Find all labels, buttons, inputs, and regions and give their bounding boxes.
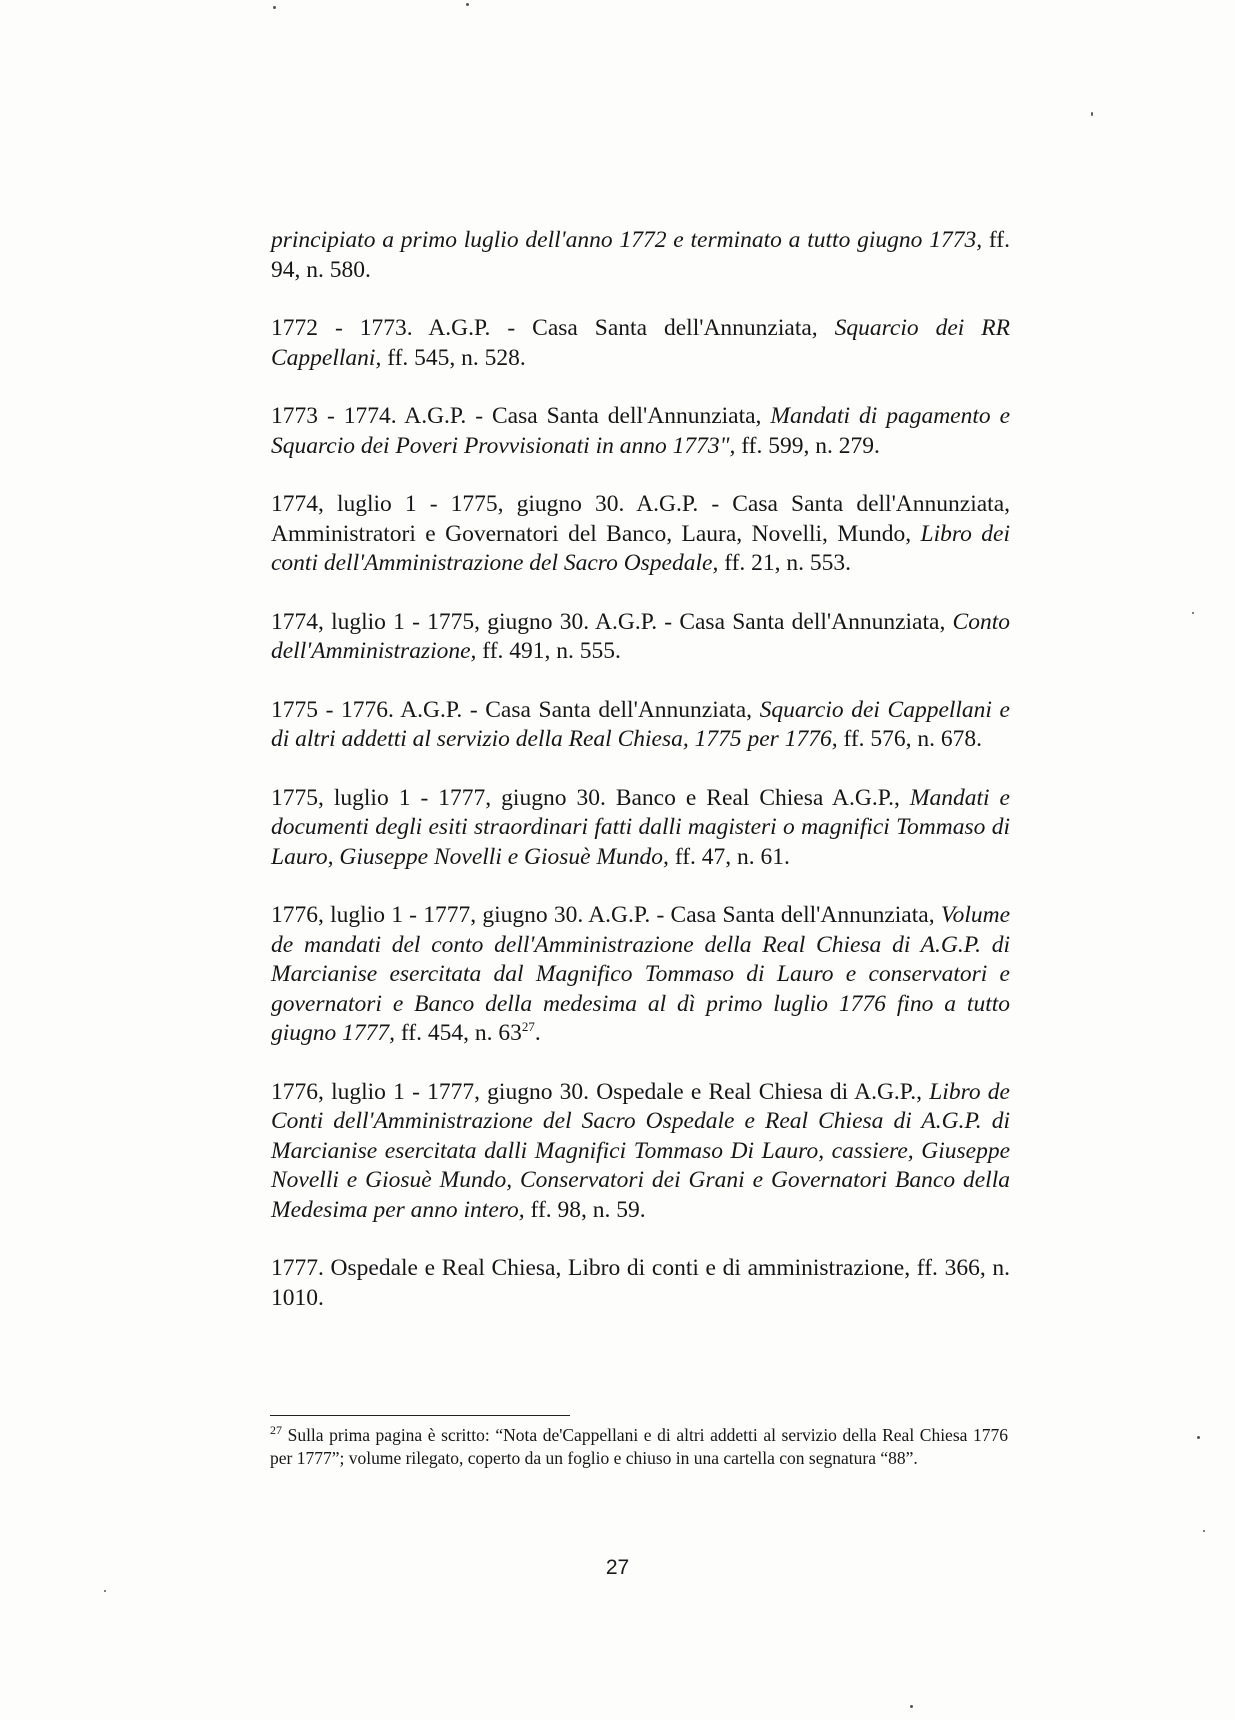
scan-speck xyxy=(1091,112,1093,116)
entry-title: Libro dei conti dell'Amministrazione del Sacro Ospedale, xyxy=(271,520,1010,576)
entry-text: ff. 576, n. 678. xyxy=(837,726,983,752)
entry-title: principiato a primo luglio dell'anno 1772 e terminato a tutto giugno 1773, xyxy=(271,227,983,253)
entry-text: ff. 454, n. 63 xyxy=(395,1020,522,1046)
footnote-separator xyxy=(270,1415,570,1416)
entry-text: 1776, luglio 1 - 1777, giugno 30. A.G.P. - Casa Santa dell'Annunziata, xyxy=(271,902,941,928)
entry-title: Conto dell'Amministrazione, xyxy=(271,608,1010,664)
scan-speck xyxy=(1192,612,1194,614)
entry-title: Squarcio dei RR Cappellani, xyxy=(271,315,1010,371)
archive-entry xyxy=(271,490,1010,579)
entry-title: Mandati e documenti degli esiti straordinari fatti dalli magisteri o magnifici Tommaso di Lauro, Giuseppe Novelli e Giosuè Mundo, xyxy=(271,784,1010,870)
entry-title: Libro de Conti dell'Amministrazione del Sacro Ospedale e Real Chiesa di A.G.P. di Marcianise esercitata dalli Magnifici Tommaso Di Lauro, cassiere, Giuseppe Novelli e Giosuè Mundo, Conservatori dei Grani e Governatori Banco della Medesima per anno intero, xyxy=(271,1078,1010,1223)
scan-speck xyxy=(1203,1530,1205,1532)
scan-speck xyxy=(1197,1436,1200,1439)
entry-text: 1772 - 1773. A.G.P. - Casa Santa dell'Annunziata, xyxy=(271,315,835,341)
archive-entry xyxy=(271,314,1010,373)
entry-text: ff. 47, n. 61. xyxy=(668,843,790,870)
entry-title: Mandati di pagamento e Squarcio dei Poveri Provvisionati in anno 1773", xyxy=(271,403,1010,459)
entry-text: ff. 545, n. 528. xyxy=(381,344,526,371)
footnote xyxy=(270,1424,1008,1470)
footnote-text: Sulla prima pagina è scritto: “Nota de'Cappellani e di altri addetti al servizio della Real Chiesa 1776 per 1777”; volume rilegato, coperto da un foglio e chiuso in una cartella con segnatura “88”. xyxy=(270,1425,1008,1468)
archive-entry xyxy=(271,226,1010,285)
footnote-reference: 27 xyxy=(521,1019,535,1034)
entry-title: Squarcio dei Cappellani e di altri addetti al servizio della Real Chiesa, 1775 per 1776, xyxy=(271,696,1010,752)
archive-entry xyxy=(271,1254,1010,1313)
archive-entry xyxy=(271,1078,1010,1226)
archive-entry xyxy=(271,402,1010,461)
archive-entry xyxy=(271,784,1010,873)
entry-text: . xyxy=(534,1020,541,1046)
entry-text: ff. 491, n. 555. xyxy=(476,638,621,664)
entry-text: ff. 599, n. 279. xyxy=(735,432,880,459)
archive-entry xyxy=(271,901,1010,1049)
entry-text: ff. 98, n. 59. xyxy=(524,1196,646,1223)
entry-text: 1777. Ospedale e Real Chiesa, Libro di conti e di amministrazione, ff. 366, n. 1010. xyxy=(271,1255,1010,1311)
archive-entry xyxy=(271,608,1010,667)
entry-text: 1775, luglio 1 - 1777, giugno 30. Banco e Real Chiesa A.G.P., xyxy=(271,784,910,811)
scan-speck xyxy=(466,3,469,6)
page-number: 27 xyxy=(605,1556,630,1579)
scan-speck xyxy=(910,1705,913,1708)
archive-entry xyxy=(271,696,1010,755)
entry-text: 1775 - 1776. A.G.P. - Casa Santa dell'Annunziata, xyxy=(271,696,760,723)
footnote-marker: 27 xyxy=(270,1423,282,1437)
entry-text: 1774, luglio 1 - 1775, giugno 30. A.G.P. - Casa Santa dell'Annunziata, xyxy=(271,608,953,635)
document-body xyxy=(271,226,1010,1342)
entry-text: ff. 94, n. 580. xyxy=(271,227,1010,283)
entry-text: 1773 - 1774. A.G.P. - Casa Santa dell'Annunziata, xyxy=(271,403,771,429)
scan-speck xyxy=(104,1590,106,1592)
entry-text: ff. 21, n. 553. xyxy=(718,550,852,576)
entry-text: 1774, luglio 1 - 1775, giugno 30. A.G.P. - Casa Santa dell'Annunziata, Amministratori e Governatori del Banco, Laura, Novelli, Mundo, xyxy=(271,491,1010,547)
entry-title: Volume de mandati del conto dell'Amministrazione della Real Chiesa di A.G.P. di Marcianise esercitata dal Magnifico Tommaso di Lauro e conservatori e governatori e Banco della medesima al dì primo luglio 1776 fino a tutto giugno 1777, xyxy=(271,902,1010,1046)
scan-speck xyxy=(273,6,276,9)
entry-text: 1776, luglio 1 - 1777, giugno 30. Ospedale e Real Chiesa di A.G.P., xyxy=(271,1078,930,1105)
